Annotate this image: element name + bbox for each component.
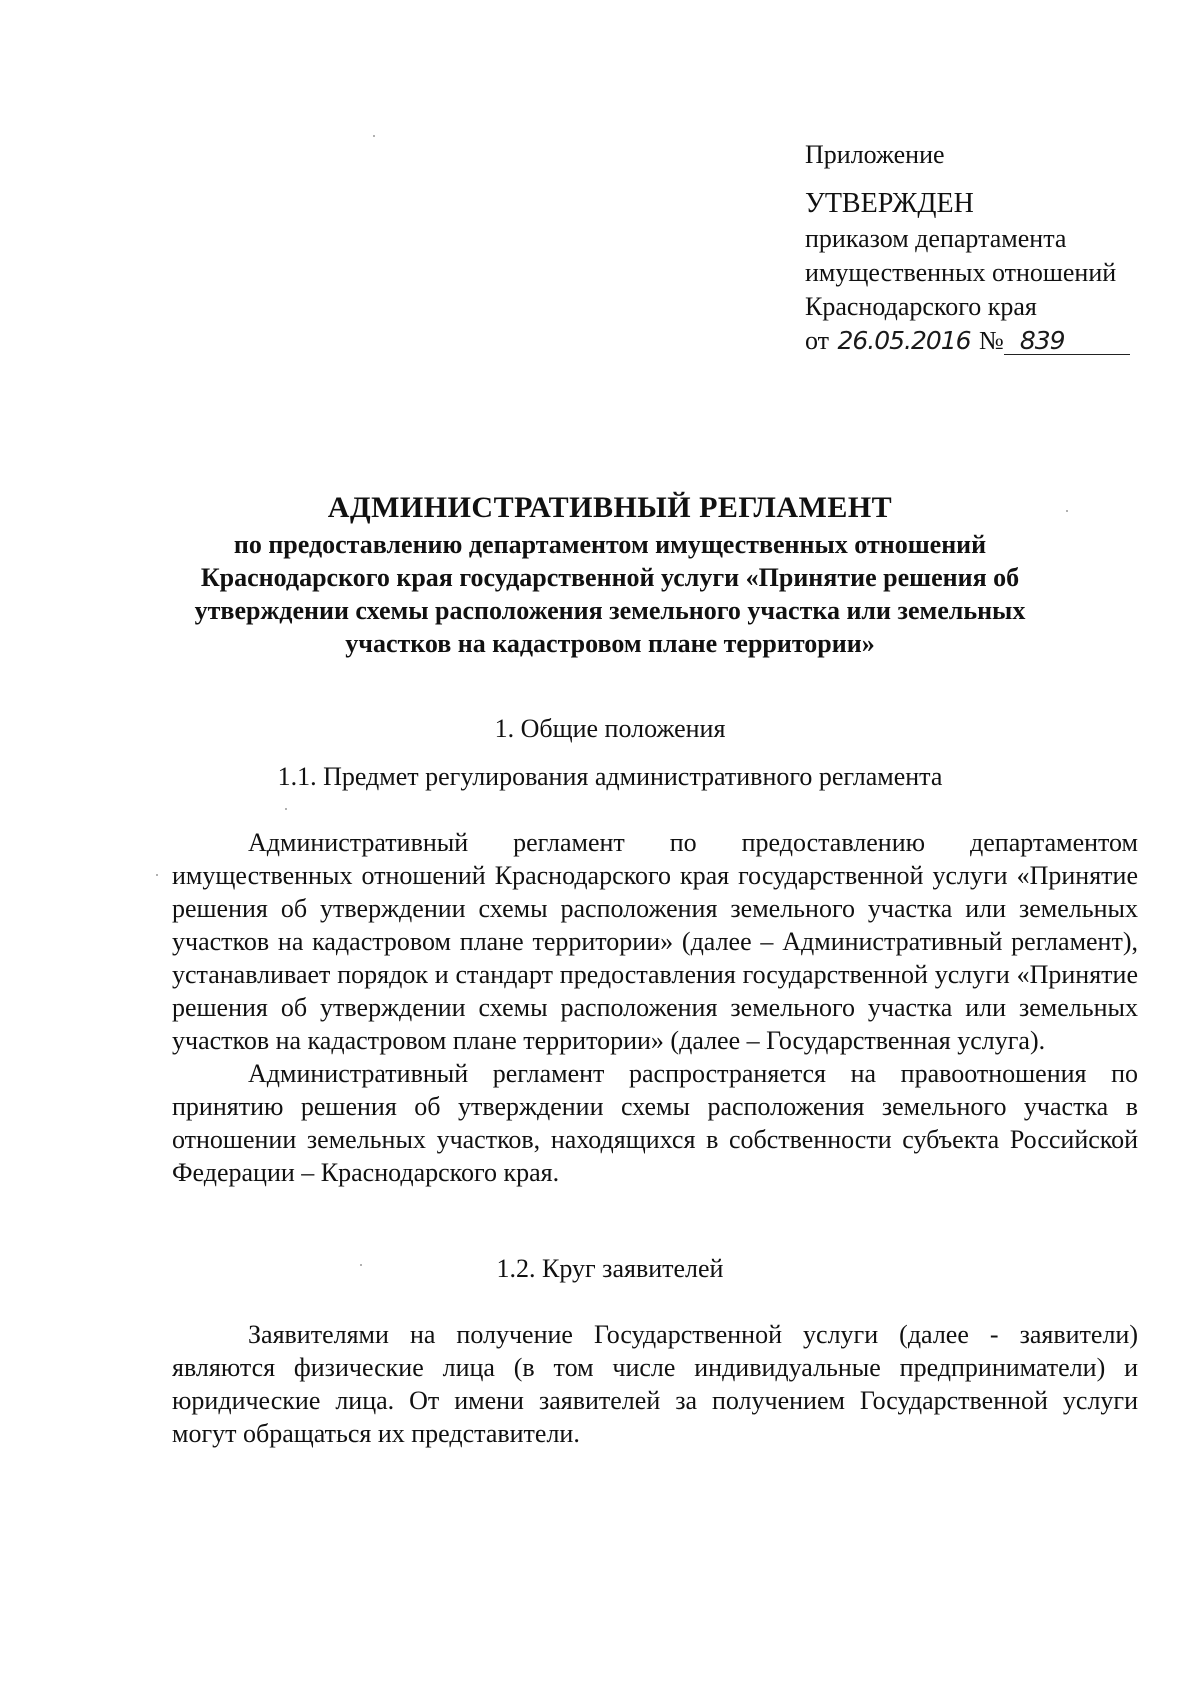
title-sub-2: Краснодарского края государственной услуги «Принятие решения об bbox=[200, 563, 1020, 592]
scan-speck bbox=[156, 874, 158, 876]
title-sub-4: участков на кадастровом плане территории» bbox=[345, 629, 875, 658]
title-sub-1: по предоставлению департаментом имущественных отношений bbox=[233, 530, 987, 559]
approval-line-2: имущественных отношений bbox=[805, 258, 1117, 287]
section-1-1-paragraph-1: Административный регламент по предоставлению департаментом имущественных отношений Краснодарского края государственной услуги «Принятие решения об утверждении схемы расположения земельного участка или земельных участков на кадастровом плане территории» (далее – Административный регламент), устанавливает порядок и стандарт предоставления государственной услуги «Принятие решения об утверждении схемы расположения земельного участка или земельных участков на кадастровом плане территории» (далее – Государственная услуга). bbox=[172, 828, 1138, 1055]
order-number-handwritten: 839 bbox=[1004, 328, 1130, 355]
document-title bbox=[170, 488, 1050, 660]
scan-speck bbox=[373, 135, 375, 137]
order-from-label: от bbox=[805, 326, 830, 355]
order-reference bbox=[805, 324, 1165, 358]
scan-speck bbox=[285, 808, 287, 810]
appendix-label: Приложение bbox=[805, 140, 945, 169]
approved-label: УТВЕРЖДЕН bbox=[805, 188, 974, 219]
order-date-handwritten: 26.05.2016 bbox=[837, 326, 971, 355]
section-1-2-body bbox=[172, 1318, 1138, 1450]
section-1-1-heading: 1.1. Предмет регулирования административного регламента bbox=[277, 762, 943, 791]
approval-line-3: Краснодарского края bbox=[805, 292, 1037, 321]
scan-speck bbox=[360, 1264, 362, 1266]
title-main: АДМИНИСТРАТИВНЫЙ РЕГЛАМЕНТ bbox=[327, 491, 893, 524]
title-sub-3: утверждении схемы расположения земельного участка или земельных bbox=[194, 596, 1026, 625]
section-1-heading: 1. Общие положения bbox=[494, 714, 726, 743]
section-1-1-body bbox=[172, 826, 1138, 1189]
approval-line-1: приказом департамента bbox=[805, 224, 1067, 253]
approval-block bbox=[805, 138, 1165, 358]
scan-speck bbox=[1066, 510, 1068, 512]
section-1-2-heading: 1.2. Круг заявителей bbox=[496, 1254, 724, 1283]
order-number-label: № bbox=[979, 326, 1004, 355]
section-1-1-paragraph-2: Административный регламент распространяется на правоотношения по принятию решения об утверждении схемы расположения земельного участка в отношении земельных участков, находящихся в собственности субъекта Российской Федерации – Краснодарского края. bbox=[172, 1059, 1138, 1187]
section-1-2-paragraph-1: Заявителями на получение Государственной услуги (далее - заявители) являются физические лица (в том числе индивидуальные предприниматели) и юридические лица. От имени заявителей за получением Государственной услуги могут обращаться их представители. bbox=[172, 1320, 1138, 1448]
